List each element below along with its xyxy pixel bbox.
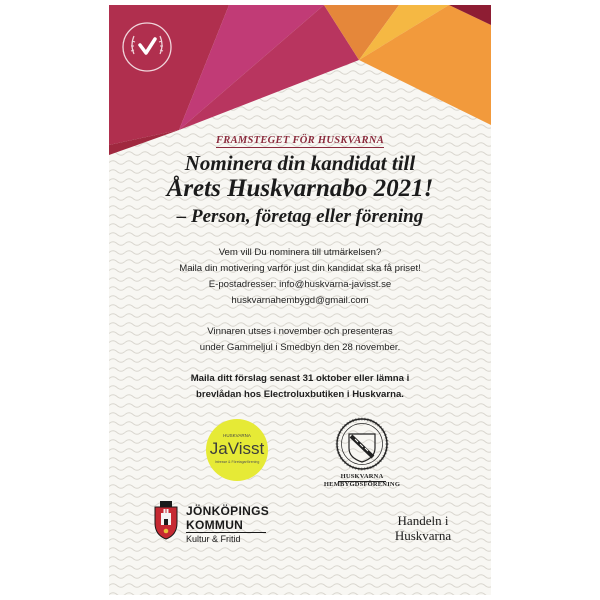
winner-line-1: Vinnaren utses i november och presenteras <box>207 326 393 337</box>
kicker-line <box>109 135 491 146</box>
hembygd-line-1: HUSKVARNA <box>340 473 384 480</box>
javisst-logo <box>206 419 268 481</box>
jonkoping-line-1: JÖNKÖPINGS <box>186 504 270 518</box>
hembygd-line-2: HEMBYGDSFÖRENING <box>323 481 401 488</box>
deadline-line-2: brevlådan hos Electroluxbutiken i Huskvarna. <box>196 389 404 400</box>
deadline-paragraph <box>109 371 491 403</box>
email-line-2: huskvarnahembygd@gmail.com <box>231 295 369 306</box>
headline-line-3: – Person, företag eller förening <box>176 206 424 227</box>
winner-line-2: under Gammeljul i Smedbyn den 28 november. <box>199 342 401 353</box>
jonkoping-divider <box>186 532 266 533</box>
jonkoping-line-3: Kultur & Fritid <box>186 534 241 544</box>
javisst-name: JaVisst <box>209 439 265 458</box>
handeln-line-2: Huskvarna <box>394 528 452 543</box>
intro-paragraph <box>109 245 491 309</box>
poster <box>109 5 491 595</box>
intro-line-2: Maila din motivering varför just din kandidat ska få priset! <box>179 263 421 274</box>
deadline-line-1: Maila ditt förslag senast 31 oktober eller lämna i <box>190 373 410 384</box>
kicker-text: FRAMSTEGET FÖR HUSKVARNA <box>215 135 385 146</box>
jonkoping-shield-icon <box>151 501 181 541</box>
intro-line-1: Vem vill Du nominera till utmärkelsen? <box>218 247 382 258</box>
headline-line-1: Nominera din kandidat till <box>184 151 416 175</box>
email-line-1: E-postadresser: info@huskvarna-javisst.se <box>208 279 392 290</box>
laurel-badge-icon <box>121 21 173 73</box>
javisst-top-text: HUSKVARNA <box>223 433 251 438</box>
winner-paragraph <box>109 324 491 356</box>
jonkoping-line-2: KOMMUN <box>186 518 244 532</box>
handeln-line-1: Handeln i <box>397 513 449 528</box>
javisst-tagline: Intresse & Företagarförening <box>214 460 260 464</box>
headline-line-2: Årets Huskvarnabo 2021! <box>166 175 434 202</box>
